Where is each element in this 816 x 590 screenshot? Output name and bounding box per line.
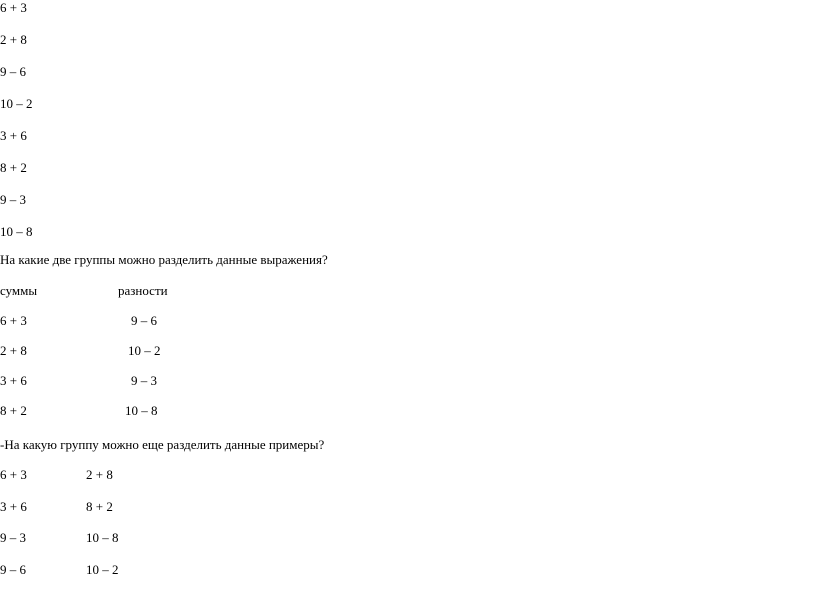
expression-item: 9 – 3 <box>0 192 26 207</box>
pair-cell: 10 – 2 <box>86 562 119 577</box>
pair-cell: 8 + 2 <box>86 499 113 514</box>
expression-item: 6 + 3 <box>0 0 27 15</box>
group-cell-difference: 10 – 8 <box>125 403 158 418</box>
expression-item: 8 + 2 <box>0 160 27 175</box>
pair-cell: 9 – 6 <box>0 562 26 577</box>
question-text: На какие две группы можно разделить данные выражения? <box>0 252 328 267</box>
group-cell-sum: 6 + 3 <box>0 313 27 328</box>
group-cell-sum: 3 + 6 <box>0 373 27 388</box>
group-cell-difference: 10 – 2 <box>128 343 161 358</box>
group-header-differences: разности <box>118 283 168 298</box>
pair-cell: 3 + 6 <box>0 499 27 514</box>
pair-cell: 9 – 3 <box>0 530 26 545</box>
group-cell-sum: 8 + 2 <box>0 403 27 418</box>
expression-item: 3 + 6 <box>0 128 27 143</box>
group-header-sums: суммы <box>0 283 38 298</box>
group-cell-difference: 9 – 3 <box>131 373 157 388</box>
expression-item: 9 – 6 <box>0 64 26 79</box>
expression-item: 10 – 2 <box>0 96 33 111</box>
expression-item: 10 – 8 <box>0 224 33 239</box>
question-text: -На какую группу можно еще разделить данные примеры? <box>0 437 325 452</box>
pair-cell: 6 + 3 <box>0 467 27 482</box>
pair-cell: 10 – 8 <box>86 530 119 545</box>
group-cell-difference: 9 – 6 <box>131 313 157 328</box>
group-cell-sum: 2 + 8 <box>0 343 27 358</box>
expression-item: 2 + 8 <box>0 32 27 47</box>
pair-cell: 2 + 8 <box>86 467 113 482</box>
